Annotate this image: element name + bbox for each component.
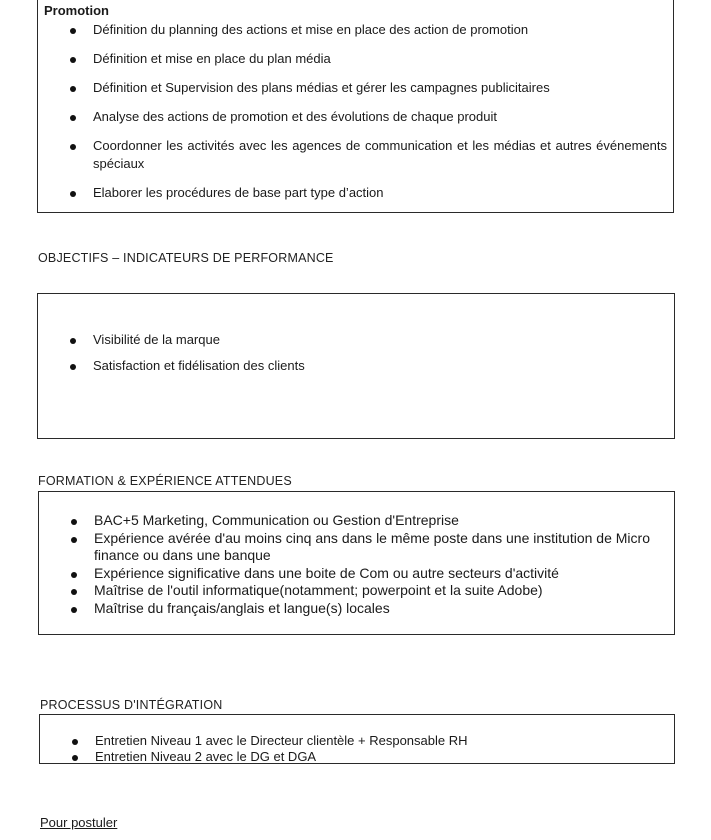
list-item: Définition du planning des actions et mise en place des action de promotion <box>38 21 667 39</box>
list-item: Analyse des actions de promotion et des évolutions de chaque produit <box>38 108 667 126</box>
list-item: Visibilité de la marque <box>38 331 668 349</box>
processus-box <box>39 714 675 764</box>
promotion-title: Promotion <box>44 3 109 18</box>
formation-box <box>38 491 675 635</box>
list-item: Elaborer les procédures de base part type d’action <box>38 184 667 202</box>
list-item: Entretien Niveau 1 avec le Directeur clientèle + Responsable RH <box>40 733 666 749</box>
list-item: Satisfaction et fidélisation des clients <box>38 357 668 375</box>
list-item: BAC+5 Marketing, Communication ou Gestion d'Entreprise <box>39 512 666 530</box>
processus-list <box>40 733 666 765</box>
list-item: Entretien Niveau 2 avec le DG et DGA <box>40 749 666 765</box>
list-item: Maîtrise de l'outil informatique(notamment; powerpoint et la suite Adobe) <box>39 582 666 600</box>
formation-heading: FORMATION & EXPÉRIENCE ATTENDUES <box>38 474 292 488</box>
apply-link[interactable]: Pour postuler <box>40 815 118 830</box>
objectifs-heading: OBJECTIFS – INDICATEURS DE PERFORMANCE <box>38 251 334 265</box>
list-item: Définition et mise en place du plan média <box>38 50 667 68</box>
list-item: Coordonner les activités avec les agences de communication et les médias et autres événements spéciaux <box>38 137 667 173</box>
list-item: Expérience avérée d'au moins cinq ans dans le même poste dans une institution de Micro finance ou dans une banque <box>39 530 666 565</box>
promotion-box <box>37 0 674 213</box>
promotion-list <box>38 21 667 213</box>
objectifs-list <box>38 331 668 383</box>
list-item: Définition et Supervision des plans médias et gérer les campagnes publicitaires <box>38 79 667 97</box>
list-item: Maîtrise du français/anglais et langue(s) locales <box>39 600 666 618</box>
formation-list <box>39 512 666 617</box>
processus-heading: PROCESSUS D'INTÉGRATION <box>40 698 223 712</box>
objectifs-box <box>37 293 675 439</box>
list-item: Expérience significative dans une boite de Com ou autre secteurs d'activité <box>39 565 666 583</box>
